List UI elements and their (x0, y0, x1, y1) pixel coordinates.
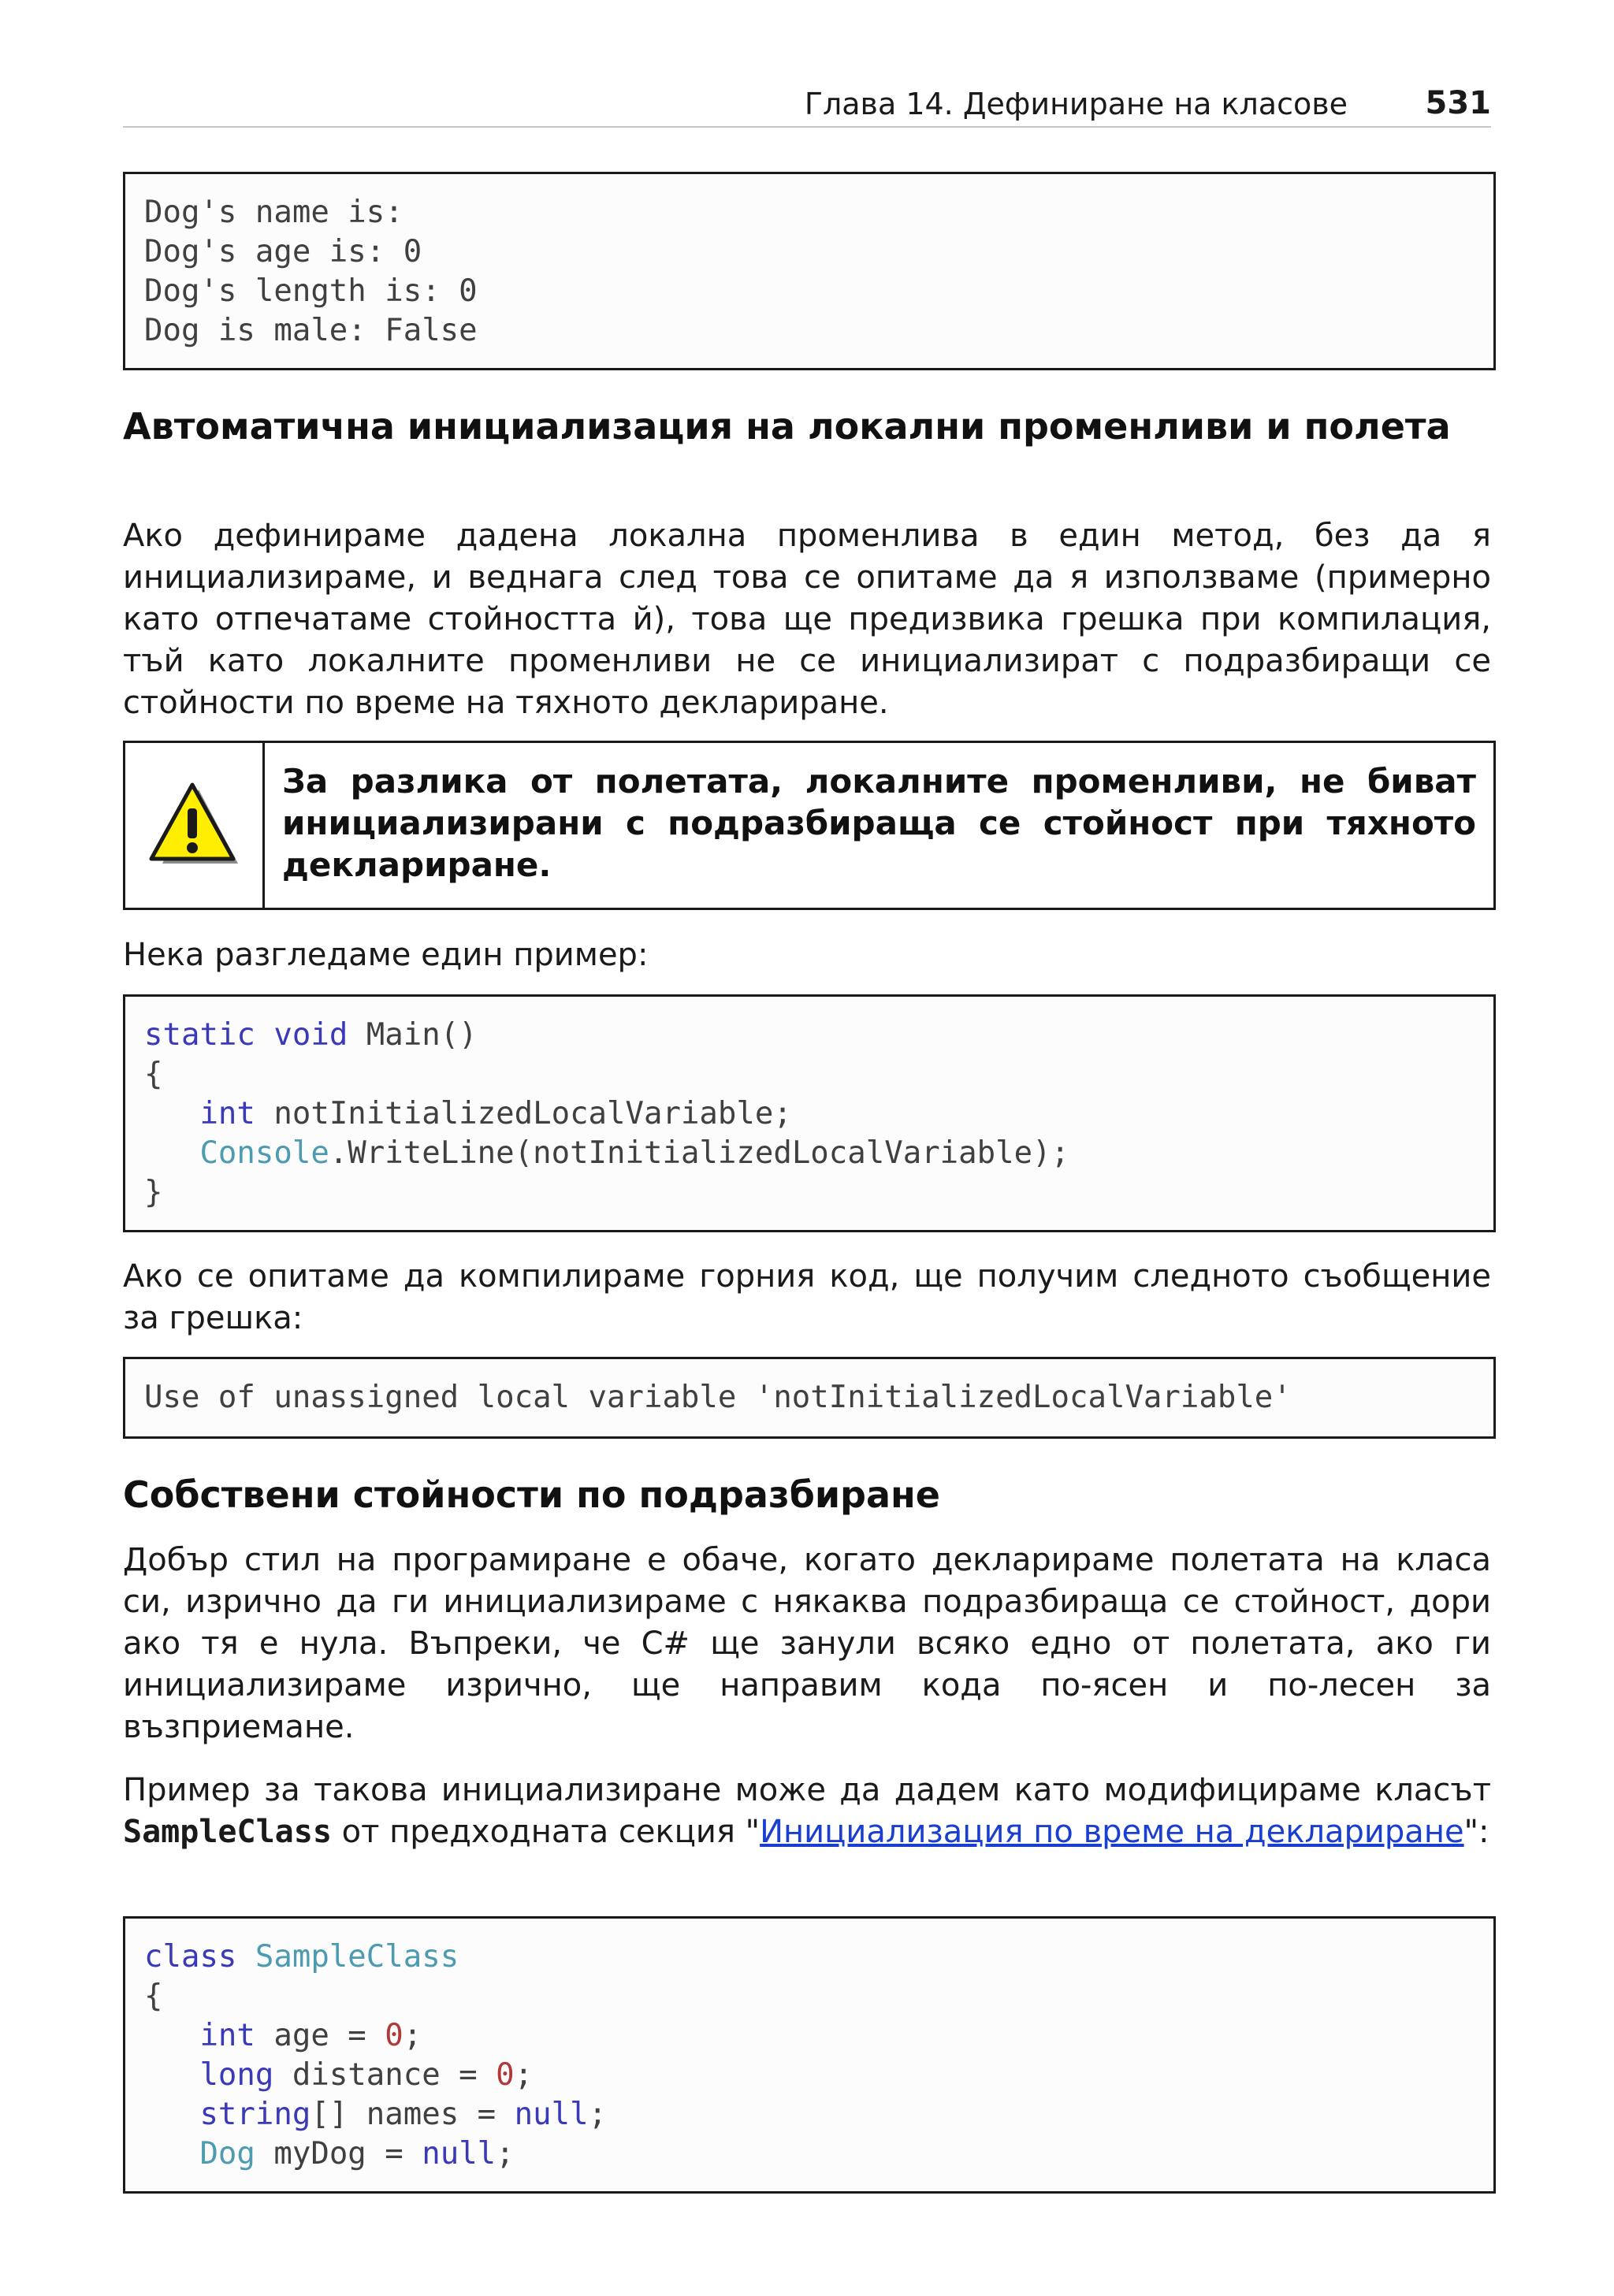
code-type: SampleClass (255, 1939, 459, 1975)
code-number: 0 (496, 2057, 515, 2093)
code-line: { (144, 1978, 163, 2014)
paragraph-coding-style: Добър стил на програмиране е обаче, когато декларираме полетата на класа си, изрично да ги инициализираме с някаква подразбираща се стойност, дори ако тя е нула. Въпреки, че C# ще занули всяко едно от полетата, ако ги инициализираме изрично, ще направим кода по-ясен и по-лесен за възприемане. (123, 1542, 1491, 1745)
code-keyword: class (144, 1939, 237, 1975)
code-line (144, 2095, 1493, 2134)
code-block-main (123, 994, 1496, 1232)
code-text: ; (588, 2097, 608, 2132)
inline-code-classname: SampleClass (123, 1814, 332, 1850)
cross-reference-link[interactable]: Инициализация по време на деклариране (760, 1814, 1464, 1850)
code-number: 0 (385, 2018, 404, 2053)
output-line: Dog is male: False (144, 313, 478, 348)
output-line: Dog's length is: 0 (144, 273, 478, 309)
code-keyword: null (422, 2136, 496, 2172)
code-block-sampleclass (123, 1916, 1496, 2194)
code-text: age = (255, 2018, 385, 2053)
code-text: myDog = (255, 2136, 422, 2172)
code-text: notInitializedLocalVariable; (255, 1096, 792, 1131)
section-heading-default-values: Собствени стойности по подразбиране (123, 1473, 940, 1516)
code-text: ; (403, 2018, 422, 2053)
code-line (144, 1016, 1493, 1055)
code-type: Dog (199, 2136, 255, 2172)
error-message: Use of unassigned local variable 'notInitializedLocalVariable' (144, 1380, 1292, 1415)
warning-icon-cell (125, 743, 265, 908)
text-run: ": (1463, 1814, 1489, 1850)
section-heading-auto-init: Автоматична инициализация на локални променливи и полета (123, 405, 1451, 448)
code-text: distance = (273, 2057, 496, 2093)
code-keyword: string (199, 2097, 311, 2132)
warning-text: За разлика от полетата, локалните променливи, не биват инициализирани с подразбираща се стойност при тяхното деклариране. (282, 762, 1476, 884)
running-header (123, 82, 1491, 128)
code-keyword: static (144, 1017, 255, 1053)
code-keyword: long (199, 2057, 274, 2093)
example-intro: Нека разгледаме един пример: (123, 937, 649, 973)
paragraph-example-modification (123, 1770, 1491, 1853)
code-keyword: int (199, 1096, 255, 1131)
code-line (144, 1094, 1493, 1134)
paragraph-local-variables: Ако дефинираме дадена локална променлива в един метод, без да я инициализираме, и веднага след това се опитаме да я използваме (примерно като отпечатаме стойността й), това ще предизвика грешка при компилация, тъй като локалните променливи не се инициализират с подразбиращи се стойности по време на тяхното деклариране. (123, 518, 1491, 721)
paragraph-compile-error: Ако се опитаме да компилираме горния код, ще получим следното съобщение за грешка: (123, 1258, 1491, 1336)
code-text: Main() (348, 1017, 478, 1053)
code-text: ; (496, 2136, 515, 2172)
page-number: 531 (1425, 85, 1491, 121)
code-keyword: int (199, 2018, 255, 2053)
code-line (144, 2056, 1493, 2095)
chapter-title: Глава 14. Дефиниране на класове (804, 87, 1348, 121)
warning-box (123, 741, 1496, 910)
console-output-block (123, 172, 1496, 370)
code-line (144, 2134, 1493, 2174)
code-type: Console (199, 1135, 329, 1171)
error-message-block (123, 1357, 1496, 1439)
code-keyword: null (514, 2097, 589, 2132)
code-line (144, 1937, 1493, 1977)
output-line: Dog's age is: 0 (144, 234, 422, 269)
code-line (144, 2016, 1493, 2056)
code-text: [] names = (311, 2097, 515, 2132)
code-text: ; (514, 2057, 534, 2093)
text-run: Пример за такова инициализиране може да дадем като модифицираме класът (123, 1772, 1491, 1808)
warning-icon (147, 782, 241, 870)
code-line (144, 1134, 1493, 1173)
code-text: .WriteLine(notInitializedLocalVariable); (329, 1135, 1070, 1171)
text-run: от предходната секция " (331, 1814, 761, 1850)
code-keyword: void (273, 1017, 348, 1053)
code-line: } (144, 1175, 163, 1210)
output-line: Dog's name is: (144, 195, 404, 230)
code-line: { (144, 1057, 163, 1092)
